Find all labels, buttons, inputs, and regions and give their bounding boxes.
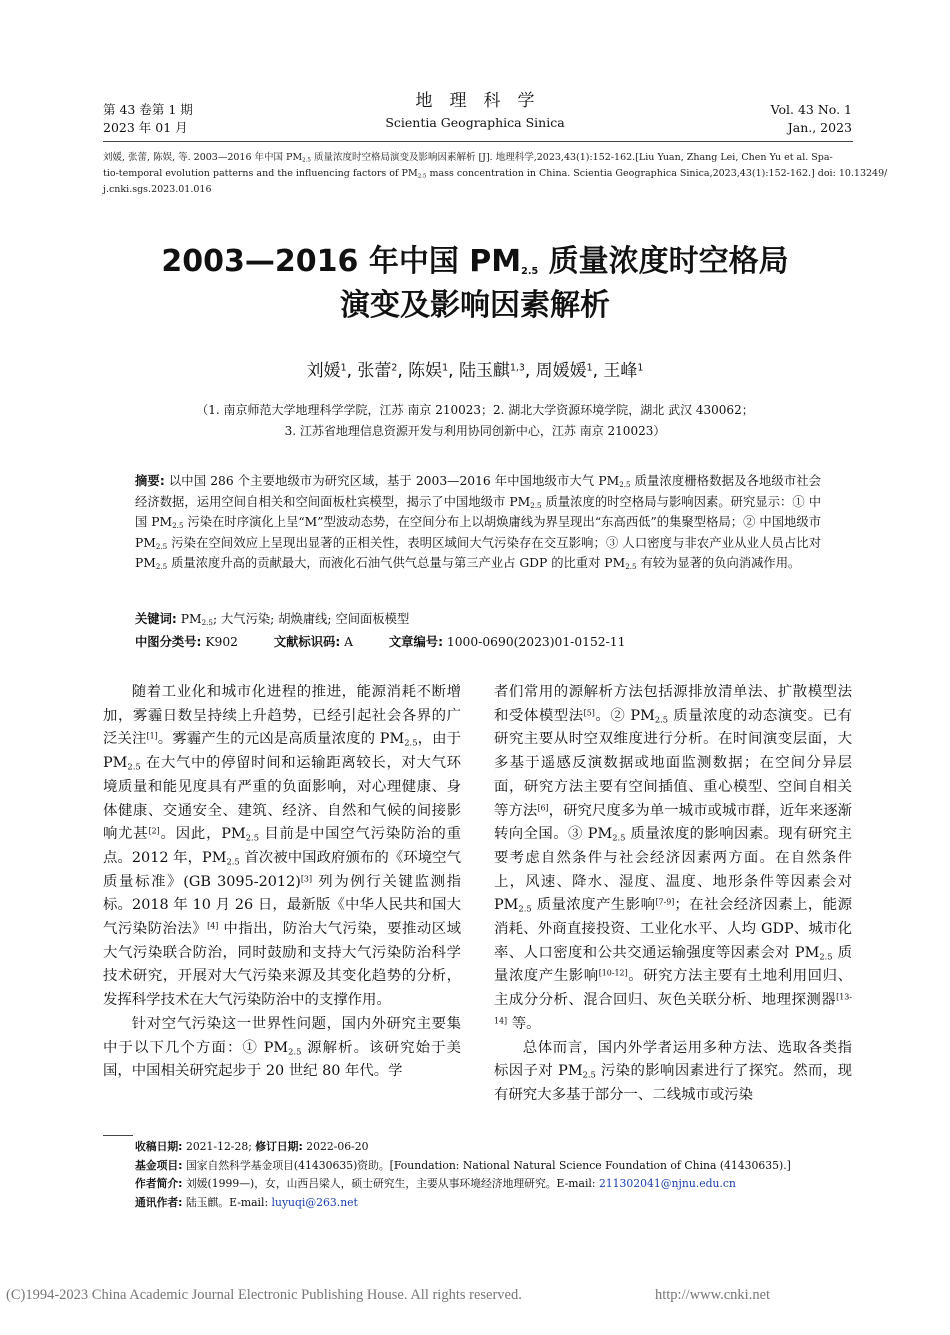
reference-mark: [6] [537,802,549,812]
received-date: 2021-12-28; [182,1140,256,1153]
clc-label: 中图分类号: [135,635,202,649]
subscript: 2.5 [288,1046,302,1057]
article-number-value: 1000-0690(2023)01-0152-11 [442,635,626,649]
corresponding-label: 通讯作者: [135,1195,183,1209]
revised-label: 修订日期: [255,1140,303,1153]
author-sep: , [524,361,531,381]
keywords-label: 关键词: [135,612,177,626]
abstract-text: 有较为显著的负向消减作用。 [636,556,801,571]
received-label: 收稿日期: [135,1140,183,1153]
doc-code-label: 文献标识码: [273,635,341,649]
body-text: ，由于 PM [103,731,461,772]
body-text: 目前是中国空气污染防治的重点。2012 年，PM [103,826,461,866]
subscript: 2.5 [582,1069,596,1080]
body-text: 随着工业化和城市化进程的推进，能源消耗不断增加，雾霾日数呈持续上升趋势，已经引起社会各界的广泛关注 [103,684,461,748]
author-affil-mark: 1,3 [509,362,525,374]
author: 王峰 [603,361,638,381]
subscript: 2.5 [245,832,260,843]
copyright-notice: (C)1994-2023 China Academic Journal Electronic Publishing House. All rights reserved. [6,1287,522,1303]
abstract-text: 污染在空间效应上呈现出显著的正相关性，表明区域间大气污染存在交互影响；③ 人口密度与非农产业从业人员占比对 PM [135,535,821,571]
author-affil-mark: 1 [442,362,449,374]
reference-mark: [7-9] [655,897,675,907]
author-list [100,356,850,381]
author: 张蕾 [357,361,392,381]
body-text: 总体而言，国内外学者运用多种方法、选取各类指标因子对 PM [494,1039,852,1080]
body-text: 。② PM [594,707,655,724]
header-journal [330,90,620,134]
body-text: 质量浓度的动态演变。已有研究主要从时空双维度进行分析。在时间演变层面，大多基于遥感反演数据或地面监测数据；在空间分异层面，研究方法主要有空间插值、重心模型、空间自相关等方法 [494,707,852,819]
title-line2: 演变及影响因素解析 [340,288,610,323]
body-text: 质量浓度产生影响 [531,897,656,914]
body-text: 中指出，防治大气污染，要推动区域大气污染联合防治，同时鼓励和支持大气污染防治科学技术研究，开展对大气污染来源及其变化趋势的分析，发挥科学技术在大气污染防治中的支撑作用。 [103,921,461,1009]
author: 刘媛 [306,361,341,381]
body-right-column [494,681,852,1108]
keywords [135,609,821,630]
clc-value: K902 [201,635,238,649]
subscript: 2.5 [654,714,669,725]
subscript: 2.5 [201,618,213,628]
corresponding-email-link[interactable]: luyuqi@263.net [271,1195,358,1209]
reference-mark: [3] [300,873,313,883]
fund-text: 国家自然科学基金项目(41430635)资助。[Foundation: National Natural Science Foundation of China (41430635).] [182,1158,791,1172]
affiliation-line: （1. 南京师范大学地理科学学院，江苏 南京 210023；2. 湖北大学资源环境学院，湖北 武汉 430062； [196,403,754,417]
abstract-text: 质量浓度栅格数据及各地级市社会经济数据，运用空间自相关和空间面板杜宾模型，揭示了中国地级市 PM [135,474,821,509]
paper-title [60,240,890,328]
subscript: 2.5 [226,856,240,867]
body-text: 质量浓度的影响因素。现有研究主要考虑自然条件与社会经济因素两方面。在自然条件上，风速、降水、湿度、温度、地形条件等因素会对 PM [494,826,852,914]
body-text: 首次被中国政府颁布的《环境空气质量标准》(GB 3095-2012) [103,849,461,890]
classification-line [135,632,821,653]
body-text: ，研究尺度多为单一城市或城市群，近年来逐渐转向全国。③ PM [494,802,852,843]
citation-text: 刘媛, 张蕾, 陈娱, 等. 2003—2016 年中国 PM [103,152,303,163]
citation-text: tio-temporal evolution patterns and the influencing factors of PM [103,168,418,179]
fund-label: 基金项目: [135,1158,183,1172]
subscript: 2.5 [155,541,168,551]
reference-mark: [1] [146,731,158,741]
subscript: 2.5 [612,832,626,843]
abstract-text: 质量浓度的时空格局与影响因素。研究显示：① 中国 PM [135,494,821,530]
body-text: 列为例行关键监测指标。2018 年 10 月 26 日，最新版《中华人民共和国大气污染防治法》 [103,873,461,938]
author: 周媛媛 [535,361,587,381]
header-date-cn: 2023 年 01 月 [103,120,188,135]
title-subscript: 2.5 [521,265,539,277]
reference-mark: [2] [148,826,160,836]
abstract-text: 以中国 286 个主要地级市为研究区域，基于 2003—2016 年中国地级市大气 PM [164,474,620,488]
corresponding-text: 陆玉麒。E-mail: [182,1195,272,1209]
author-affil-mark: 2 [391,362,398,374]
affiliation-line: 3. 江苏省地理信息资源开发与利用协同创新中心，江苏 南京 210023） [284,424,666,438]
reference-mark: [13-14] [494,992,852,1026]
body-text: 等。 [507,1015,541,1032]
abstract-text: 质量浓度升高的贡献最大，而液化石油气供气总量与第三产业占 GDP 的比重对 PM [167,556,626,571]
author-bio-label: 作者简介: [135,1177,183,1190]
author-affil-mark: 1 [340,362,347,374]
subscript: 2.5 [819,951,833,962]
body-text: 源解析。该研究始于美国，中国相关研究起步于 20 世纪 80 年代。学 [103,1039,461,1080]
header-volume-cn: 第 43 卷第 1 期 [103,102,193,117]
abstract-text: 污染在时序演化上呈“M”型波动态势，在空间分布上以胡焕庸线为界呈现出“东高西低”的集聚型格局；② 中国地级市 PM [135,515,821,550]
author-sep: , [592,361,598,381]
subscript: 2.5 [417,173,427,180]
cnki-url[interactable]: http://www.cnki.net [655,1287,771,1303]
header-vol-en: Vol. 43 No. 1 [770,102,852,117]
author-affil-mark: 1 [586,362,593,374]
header-date-en: Jan., 2023 [787,120,852,135]
body-text: 在大气中的停留时间和运输距离较长，对大气环境质量和能见度具有严重的负面影响，对心理健康、身体健康、交通安全、建筑、经济、自然和气候的间接影响尤甚 [103,755,461,843]
title-line1a: 2003—2016 年中国 PM [161,244,522,279]
paragraph [494,1037,852,1108]
abstract-label: 摘要: [135,474,165,488]
body-text: 。研究方法主要有土地利用回归、主成分分析、混合回归、灰色关联分析、地理探测器 [494,968,852,1009]
keywords-text: ; 大气污染; 胡焕庸线; 空间面板模型 [212,612,410,626]
paragraph [494,681,852,1037]
author: 陈娱 [408,361,443,381]
doc-code-value: A [340,635,354,649]
body-text: 者们常用的源解析方法包括源排放清单法、扩散模型法和受体模型法 [494,684,852,724]
author-sep: , [346,361,352,381]
author-sep: , [448,361,454,381]
subscript: 2.5 [625,562,637,572]
body-left-column [103,681,461,1084]
subscript: 2.5 [127,761,141,772]
journal-title-cn: 地 理 科 学 [415,91,535,111]
subscript: 2.5 [530,500,542,510]
reference-mark: [4] [207,921,219,931]
paragraph [103,1013,461,1084]
citation-text: mass concentration in China. Scientia Geographica Sinica,2023,43(1):152-162.] doi: 10.13249/ [426,168,888,179]
body-text: 污染的影响因素进行了探究。然而，现有研究大多基于部分一、二线城市或污染 [494,1063,852,1103]
paragraph [103,681,461,1013]
subscript: 2.5 [302,157,311,164]
body-text: 。雾霾产生的元凶是高质量浓度的 PM [157,731,405,748]
subscript: 2.5 [155,562,168,572]
author-email-link[interactable]: 211302041@njnu.edu.cn [598,1177,736,1190]
subscript: 2.5 [404,737,418,748]
keywords-text: PM [176,612,202,626]
abstract [135,471,821,574]
affiliations [80,400,870,442]
author: 陆玉麒 [458,361,510,381]
subscript: 2.5 [518,903,532,914]
reference-mark: [10-12] [598,968,628,978]
citation-block [103,150,888,198]
header-rule [103,141,853,142]
author-sep: , [397,361,403,381]
footnote-rule [103,1135,133,1136]
footnote [135,1138,855,1212]
body-text: ；在社会经济因素上，能源消耗、外商直接投资、工业化水平、人均 GDP、城市化率、人口密度和公共交通运输强度等因素会对 PM [494,897,852,961]
header-volume-en [771,101,852,137]
citation-text: 质量浓度时空格局演变及影响因素解析 [J]. 地理科学,2023,43(1):152-162.[Liu Yuan, Zhang Lei, Chen Yu et al. Spa- [310,152,833,163]
body-text: 质量浓度产生影响 [494,944,852,985]
article-number-label: 文章编号: [388,635,443,649]
citation-doi: j.cnki.sgs.2023.01.016 [103,184,212,195]
title-line1b: 质量浓度时空格局 [538,244,789,279]
subscript: 2.5 [172,521,184,531]
header-volume [103,101,193,137]
author-affil-mark: 1 [637,362,644,374]
reference-mark: [5] [583,707,595,717]
journal-title-en: Scientia Geographica Sinica [385,115,565,130]
subscript: 2.5 [619,480,631,490]
author-bio-text: 刘媛(1999—)，女，山西吕梁人，硕士研究生，主要从事环境经济地理研究。E-mail: [182,1177,599,1190]
body-text: 。因此，PM [159,826,246,843]
body-text: 针对空气污染这一世界性问题，国内外研究主要集中于以下几个方面：① PM [103,1015,461,1056]
revised-date: 2022-06-20 [302,1140,369,1153]
